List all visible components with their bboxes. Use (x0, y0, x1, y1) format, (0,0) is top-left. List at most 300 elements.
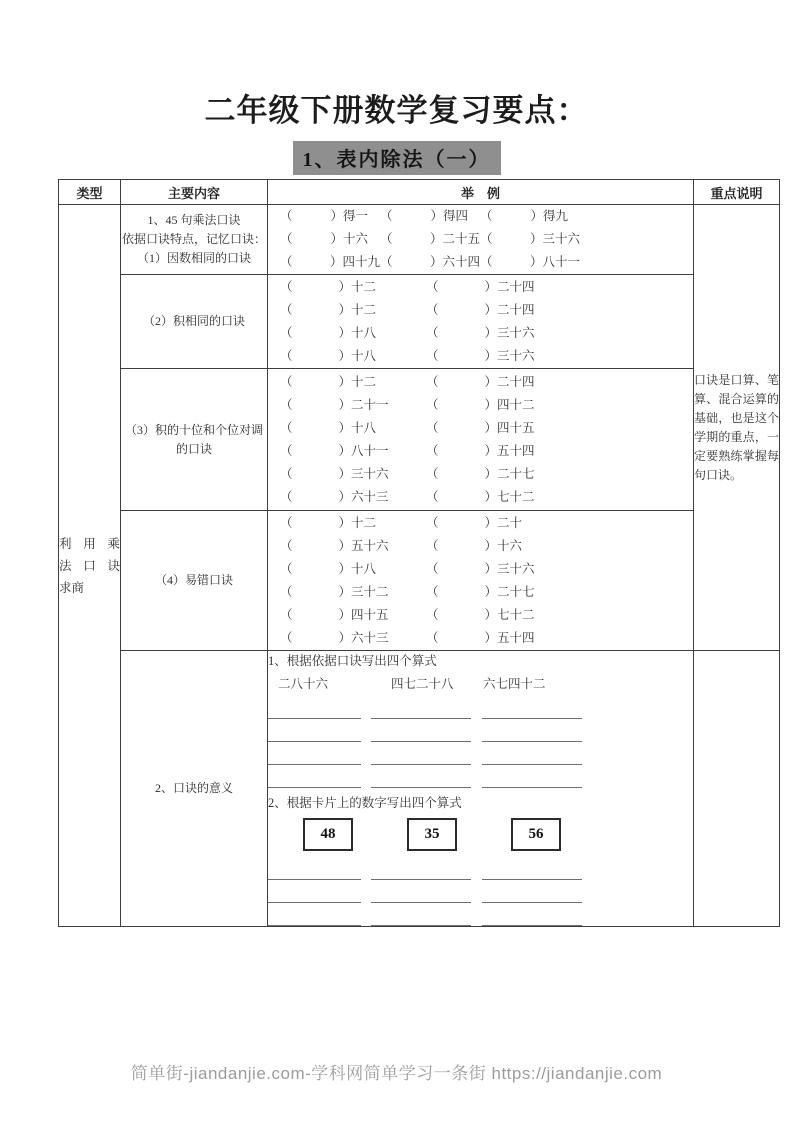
paren-close: ） (338, 325, 352, 340)
answer-blank (293, 486, 339, 509)
examples-cell-4 (268, 511, 694, 651)
paren-close: ） (430, 209, 444, 223)
answer-blank (293, 512, 339, 535)
note-cell (694, 205, 780, 651)
fill-blank-item (280, 581, 426, 604)
answer-blank (493, 205, 531, 228)
fill-blank-item (480, 228, 580, 251)
section-title: 1、表内除法（一） (293, 141, 501, 175)
paren-close: ） (484, 515, 498, 530)
example-result-label: 十六 (497, 538, 523, 553)
write-in-line (268, 923, 361, 926)
example-result-label: 七十二 (497, 489, 535, 504)
page-title: 二年级下册数学复习要点： (204, 93, 589, 128)
example-line (268, 251, 693, 274)
paren-open: （ (280, 232, 293, 246)
answer-blank (293, 228, 331, 251)
paren-close: ） (338, 279, 352, 294)
paren-open: （ (426, 443, 439, 458)
example-result-label: 八十一 (542, 255, 580, 269)
example-result-label: 二十四 (497, 279, 535, 294)
answer-blank (293, 558, 339, 581)
answer-blank (293, 345, 339, 368)
paren-close: ） (338, 630, 352, 645)
fill-blank-item (280, 627, 426, 650)
example-result-label: 十二 (351, 515, 377, 530)
answer-blank (439, 299, 485, 322)
answer-blank (493, 228, 530, 251)
example-result-label: 十二 (351, 279, 377, 294)
example-line (268, 417, 693, 440)
paren-close: ） (484, 348, 498, 363)
fill-blank-item (426, 627, 572, 650)
paren-close: ） (329, 255, 343, 269)
paren-open: （ (380, 255, 393, 269)
paren-open: （ (480, 255, 493, 269)
blank-line-row (268, 765, 693, 788)
paren-open: （ (280, 348, 293, 363)
fill-blank-item (426, 322, 572, 345)
answer-blank (439, 581, 485, 604)
answer-blank (293, 276, 339, 299)
paren-close: ） (530, 209, 544, 223)
paren-open: （ (426, 584, 439, 599)
answer-blank (439, 276, 485, 299)
answer-blank (439, 417, 485, 440)
paren-open: （ (280, 209, 293, 223)
example-result-label: 得四 (443, 209, 469, 223)
paren-open: （ (480, 232, 493, 246)
paren-open: （ (426, 397, 439, 412)
paren-close: ） (484, 420, 498, 435)
fill-blank-item (426, 512, 572, 535)
paren-open: （ (280, 466, 293, 481)
example-line (268, 535, 693, 558)
rhyme-formula: 六七四十二 (483, 677, 546, 691)
paren-close: ） (330, 209, 344, 223)
paren-open: （ (280, 489, 293, 504)
example-result-label: 四十五 (497, 420, 535, 435)
fill-blank-item (280, 417, 426, 440)
task1-title: 1、根据依据口诀写出四个算式 (268, 654, 437, 668)
type-cell (59, 205, 121, 927)
answer-blank (293, 205, 331, 228)
example-result-label: 十二 (351, 302, 377, 317)
example-result-label: 十八 (351, 325, 377, 340)
write-in-line (371, 923, 471, 926)
fill-blank-item (426, 345, 572, 368)
answer-blank (439, 558, 485, 581)
example-result-label: 六十三 (351, 489, 389, 504)
write-in-line (482, 785, 582, 788)
paren-close: ） (484, 302, 498, 317)
paren-close: ） (338, 607, 352, 622)
paren-close: ） (338, 420, 352, 435)
example-result-label: 四十二 (497, 397, 535, 412)
fill-blank-item (380, 205, 480, 228)
paren-open: （ (280, 374, 293, 389)
example-line (268, 371, 693, 394)
fill-blank-item (426, 417, 572, 440)
table-row-meaning (59, 651, 780, 927)
paren-close: ） (484, 538, 498, 553)
number-card: 48 (303, 818, 353, 851)
paren-close: ） (484, 630, 498, 645)
content-cell-5 (121, 651, 268, 927)
answer-blank (293, 440, 339, 463)
write-in-line (371, 785, 471, 788)
paren-close: ） (484, 584, 498, 599)
paren-open: （ (280, 538, 293, 553)
blank-line-row (268, 742, 693, 765)
fill-blank-item (280, 322, 426, 345)
answer-blank (493, 251, 530, 274)
paren-open: （ (426, 420, 439, 435)
answer-blank (439, 394, 485, 417)
example-result-label: 十六 (343, 232, 369, 246)
example-line (268, 440, 693, 463)
fill-blank-item (280, 463, 426, 486)
answer-blank (293, 394, 339, 417)
example-line (268, 345, 693, 368)
example-result-label: 二十一 (351, 397, 389, 412)
example-result-label: 二十七 (497, 466, 535, 481)
write-in-line (268, 716, 361, 719)
example-result-label: 七十二 (497, 607, 535, 622)
note-cell-empty (694, 651, 780, 927)
examples-cell-2 (268, 275, 694, 369)
paren-open: （ (280, 515, 293, 530)
fill-blank-item (426, 371, 572, 394)
example-result-label: 三十六 (351, 466, 389, 481)
fill-blank-item (480, 251, 580, 274)
example-line (268, 558, 693, 581)
content-cell-3 (121, 369, 268, 511)
examples-cell-1 (268, 205, 694, 275)
example-result-label: 六十四 (442, 255, 480, 269)
blank-line-row (268, 719, 693, 742)
paren-open: （ (280, 420, 293, 435)
fill-blank-item (280, 371, 426, 394)
content-label-line: 依据口诀特点，记忆口诀： (121, 232, 266, 246)
example-result-label: 四十九 (342, 255, 380, 269)
examples-cell-3 (268, 369, 694, 511)
content-label-line: （2）积相同的口诀 (142, 314, 245, 328)
type-label-line: 利用乘 (59, 536, 120, 551)
paren-close: ） (484, 325, 498, 340)
task2-title: 2、根据卡片上的数字写出四个算式 (268, 796, 462, 810)
answer-blank (439, 486, 485, 509)
table-row-factors-same (59, 205, 780, 275)
example-result-label: 三十六 (497, 325, 535, 340)
fill-blank-item (426, 604, 572, 627)
write-in-line (482, 716, 582, 719)
paren-open: （ (280, 607, 293, 622)
paren-open: （ (280, 302, 293, 317)
answer-blank (293, 627, 339, 650)
answer-blank (293, 322, 339, 345)
paren-close: ） (338, 515, 352, 530)
example-line (268, 228, 693, 251)
write-in-line (268, 762, 361, 765)
paren-close: ） (429, 232, 443, 246)
answer-blank (439, 371, 485, 394)
answer-blank (393, 251, 430, 274)
table-row-digits-swapped (59, 369, 780, 511)
paren-close: ） (484, 489, 498, 504)
answer-blank (293, 604, 339, 627)
paren-close: ） (484, 443, 498, 458)
write-in-line (482, 900, 582, 903)
example-result-label: 二十五 (442, 232, 480, 246)
answer-blank (393, 228, 430, 251)
answer-blank (293, 581, 339, 604)
answer-blank (439, 322, 485, 345)
write-in-line (482, 877, 582, 880)
paren-close: ） (484, 374, 498, 389)
content-label-line: 的口诀 (175, 441, 212, 456)
content-label-line: 1、45 句乘法口诀 (147, 213, 241, 227)
paren-close: ） (338, 584, 352, 599)
example-result-label: 十二 (351, 374, 377, 389)
example-line (268, 394, 693, 417)
paren-close: ） (429, 255, 443, 269)
type-label-line: 法口诀 (59, 558, 120, 573)
example-result-label: 得一 (343, 209, 369, 223)
fill-blank-item (426, 299, 572, 322)
write-in-line (268, 900, 361, 903)
paren-close: ） (338, 397, 352, 412)
paren-close: ） (484, 397, 498, 412)
rhyme-formula: 二八十六 (278, 677, 329, 691)
write-in-line (371, 739, 471, 742)
rhyme-formula: 四七二十八 (391, 677, 454, 691)
fill-blank-item (426, 486, 572, 509)
blank-line-row (268, 903, 693, 926)
number-cards-row (303, 816, 693, 852)
fill-blank-item (280, 604, 426, 627)
example-line (268, 299, 693, 322)
example-result-label: 三十二 (351, 584, 389, 599)
content-label-line: （3）积的十位和个位对调 (124, 422, 263, 437)
write-in-line (268, 739, 361, 742)
paren-open: （ (480, 209, 493, 223)
fill-blank-item (426, 276, 572, 299)
fill-blank-item (280, 299, 426, 322)
table-row-error-prone (59, 511, 780, 651)
paren-open: （ (426, 561, 439, 576)
col-header-examples: 举 例 (268, 180, 694, 205)
content-cell-4 (121, 511, 268, 651)
paren-close: ） (484, 607, 498, 622)
paren-open: （ (280, 279, 293, 294)
paren-close: ） (338, 561, 352, 576)
fill-blank-item (280, 276, 426, 299)
example-result-label: 八十一 (351, 443, 389, 458)
example-line (268, 205, 693, 228)
fill-blank-item (280, 558, 426, 581)
answer-blank (293, 463, 339, 486)
paren-close: ） (529, 232, 543, 246)
exercise-cell (268, 651, 694, 927)
answer-blank (439, 345, 485, 368)
write-in-line (371, 716, 471, 719)
paren-open: （ (426, 630, 439, 645)
example-result-label: 五十四 (497, 443, 535, 458)
example-line (268, 581, 693, 604)
number-card: 56 (511, 818, 561, 851)
answer-blank (439, 463, 485, 486)
example-line (268, 604, 693, 627)
example-line (268, 322, 693, 345)
content-cell-1 (121, 205, 268, 275)
example-line (268, 463, 693, 486)
fill-blank-item (280, 251, 380, 274)
blank-line-row (268, 696, 693, 719)
content-label: 2、口诀的意义 (154, 781, 233, 795)
blank-line-row (268, 880, 693, 903)
fill-blank-item (426, 440, 572, 463)
table-header-row (59, 180, 780, 205)
fill-blank-item (280, 535, 426, 558)
paren-open: （ (280, 630, 293, 645)
example-result-label: 得九 (543, 209, 569, 223)
fill-blank-item (426, 581, 572, 604)
example-line (268, 512, 693, 535)
answer-blank (439, 440, 485, 463)
fill-blank-item (380, 251, 480, 274)
answer-blank (439, 627, 485, 650)
paren-open: （ (426, 515, 439, 530)
example-result-label: 三十六 (542, 232, 580, 246)
answer-blank (439, 512, 485, 535)
paren-close: ） (338, 348, 352, 363)
paren-open: （ (280, 443, 293, 458)
fill-blank-item (426, 394, 572, 417)
paren-open: （ (426, 325, 439, 340)
paren-open: （ (426, 466, 439, 481)
answer-blank (293, 251, 330, 274)
answer-blank (439, 604, 485, 627)
type-label (59, 533, 120, 599)
write-in-line (371, 762, 471, 765)
blank-line-row (268, 857, 693, 880)
paren-close: ） (484, 466, 498, 481)
paren-open: （ (426, 607, 439, 622)
write-in-line (371, 877, 471, 880)
example-line (268, 486, 693, 509)
col-header-notes: 重点说明 (694, 180, 780, 205)
paren-close: ） (338, 302, 352, 317)
paren-open: （ (280, 255, 293, 269)
fill-blank-item (280, 205, 380, 228)
fill-blank-item (280, 440, 426, 463)
answer-blank (293, 371, 339, 394)
paren-open: （ (380, 232, 393, 246)
content-label-line: （1）因数相同的口诀 (136, 251, 251, 265)
example-line (268, 276, 693, 299)
example-result-label: 十八 (351, 348, 377, 363)
write-in-line (482, 762, 582, 765)
example-result-label: 五十四 (497, 630, 535, 645)
paren-open: （ (426, 374, 439, 389)
example-result-label: 四十五 (351, 607, 389, 622)
content-cell-2 (121, 275, 268, 369)
paren-close: ） (330, 232, 344, 246)
fill-blank-item (426, 558, 572, 581)
paren-open: （ (280, 397, 293, 412)
col-header-content: 主要内容 (121, 180, 268, 205)
example-result-label: 六十三 (351, 630, 389, 645)
paren-open: （ (380, 209, 393, 223)
example-result-label: 二十七 (497, 584, 535, 599)
paren-close: ） (338, 466, 352, 481)
task1-blank-lines (268, 696, 693, 788)
example-line (268, 627, 693, 650)
paren-open: （ (426, 348, 439, 363)
paren-open: （ (280, 561, 293, 576)
answer-blank (293, 299, 339, 322)
paren-close: ） (529, 255, 543, 269)
paren-close: ） (338, 374, 352, 389)
fill-blank-item (280, 512, 426, 535)
table-row-product-same (59, 275, 780, 369)
example-result-label: 三十六 (497, 561, 535, 576)
paren-open: （ (280, 325, 293, 340)
example-result-label: 五十六 (351, 538, 389, 553)
paren-open: （ (426, 302, 439, 317)
paren-close: ） (338, 443, 352, 458)
fill-blank-item (380, 228, 480, 251)
paren-close: ） (484, 279, 498, 294)
write-in-line (482, 739, 582, 742)
example-result-label: 三十六 (497, 348, 535, 363)
example-result-label: 二十四 (497, 374, 535, 389)
paren-open: （ (426, 489, 439, 504)
answer-blank (293, 535, 339, 558)
fill-blank-item (426, 535, 572, 558)
formula-row (268, 674, 693, 694)
answer-blank (393, 205, 431, 228)
fill-blank-item (280, 486, 426, 509)
write-in-line (268, 877, 361, 880)
fill-blank-item (280, 228, 380, 251)
example-result-label: 十八 (351, 420, 377, 435)
fill-blank-item (280, 394, 426, 417)
example-result-label: 十八 (351, 561, 377, 576)
task2-blank-lines (268, 857, 693, 926)
fill-blank-item (280, 345, 426, 368)
paren-close: ） (338, 489, 352, 504)
col-header-type: 类型 (59, 180, 121, 205)
content-label-line: （4）易错口诀 (154, 573, 233, 587)
footer-credit: 简单街-jiandanjie.com-学科网简单学习一条街 https://jiandanjie.com (130, 1064, 663, 1083)
type-label-line: 求商 (59, 580, 85, 595)
review-table (58, 179, 780, 927)
fill-blank-item (480, 205, 580, 228)
answer-blank (293, 417, 339, 440)
example-result-label: 二十 (497, 515, 523, 530)
write-in-line (371, 900, 471, 903)
section-title-row (0, 141, 793, 171)
answer-blank (439, 535, 485, 558)
write-in-line (482, 923, 582, 926)
paren-open: （ (280, 584, 293, 599)
note-text: 口诀是口算、笔算、混合运算的基础，也是这个学期的重点，一定要熟练掌握每句口诀。 (694, 372, 779, 482)
number-card: 35 (407, 818, 457, 851)
example-result-label: 二十四 (497, 302, 535, 317)
paren-close: ） (338, 538, 352, 553)
